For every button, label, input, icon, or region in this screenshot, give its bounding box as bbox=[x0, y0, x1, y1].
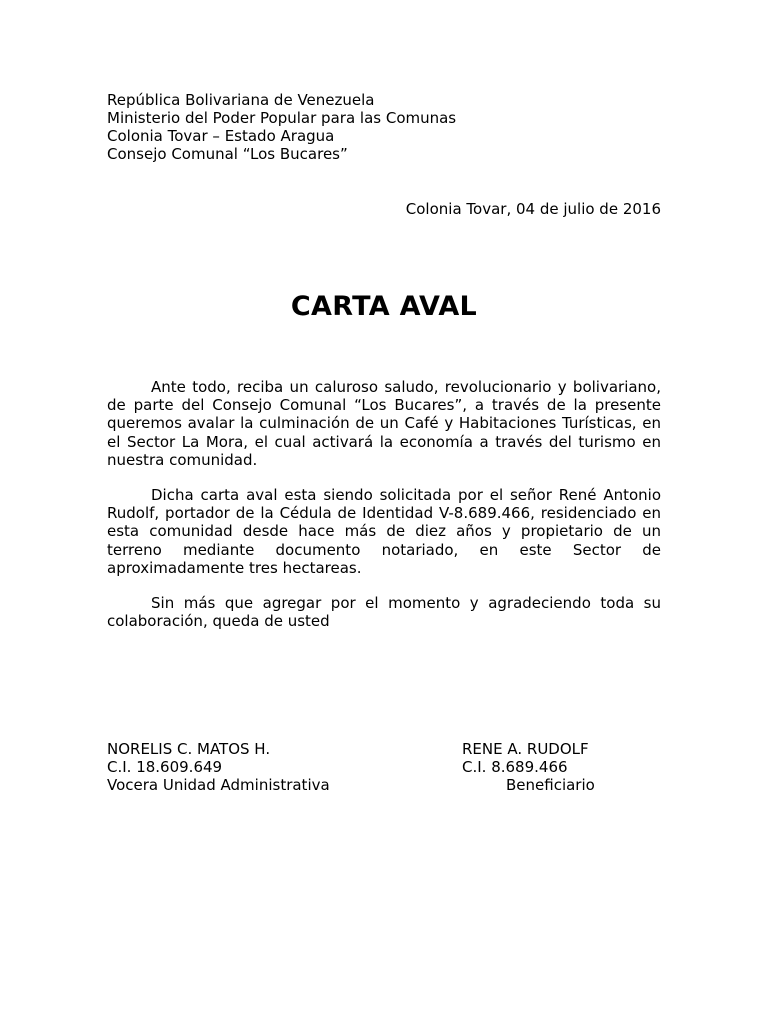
body-paragraph-greeting: Ante todo, reciba un caluroso saludo, revolucionario y bolivariano, de parte del Consejo Comunal “Los Bucares”, a través de la presente queremos avalar la culminación de un Café y Habitaciones Turísticas, en el Sector La Mora, el cual activará la economía a través del turismo en nuestra comunidad. bbox=[107, 378, 661, 469]
letterhead-line-location: Colonia Tovar – Estado Aragua bbox=[107, 127, 335, 145]
letter-date: Colonia Tovar, 04 de julio de 2016 bbox=[405, 200, 661, 218]
letter-body bbox=[107, 378, 661, 647]
signer-role: Vocera Unidad Administrativa bbox=[107, 776, 330, 795]
letterhead-line-council: Consejo Comunal “Los Bucares” bbox=[107, 145, 348, 163]
letterhead-line-country: República Bolivariana de Venezuela bbox=[107, 91, 375, 109]
beneficiary-role: Beneficiario bbox=[506, 776, 595, 795]
body-paragraph-request: Dicha carta aval esta siendo solicitada por el señor René Antonio Rudolf, portador de la Cédula de Identidad V-8.689.466, residenciado en esta comunidad desde hace más de diez años y propietario de un terreno mediante documento notariado, en este Sector de aproximadamente tres hectareas. bbox=[107, 486, 661, 577]
signer-name: NORELIS C. MATOS H. bbox=[107, 740, 271, 758]
body-paragraph-closing: Sin más que agregar por el momento y agradeciendo toda su colaboración, queda de usted bbox=[107, 594, 661, 631]
signature-block-left bbox=[107, 740, 330, 795]
signer-id: C.I. 18.609.649 bbox=[107, 758, 223, 777]
beneficiary-name: RENE A. RUDOLF bbox=[462, 740, 589, 758]
letter-title: CARTA AVAL bbox=[290, 291, 478, 322]
beneficiary-id: C.I. 8.689.466 bbox=[462, 758, 568, 777]
signature-block-right bbox=[462, 740, 595, 795]
letterhead-line-ministry: Ministerio del Poder Popular para las Comunas bbox=[107, 109, 457, 127]
letterhead bbox=[107, 91, 456, 163]
